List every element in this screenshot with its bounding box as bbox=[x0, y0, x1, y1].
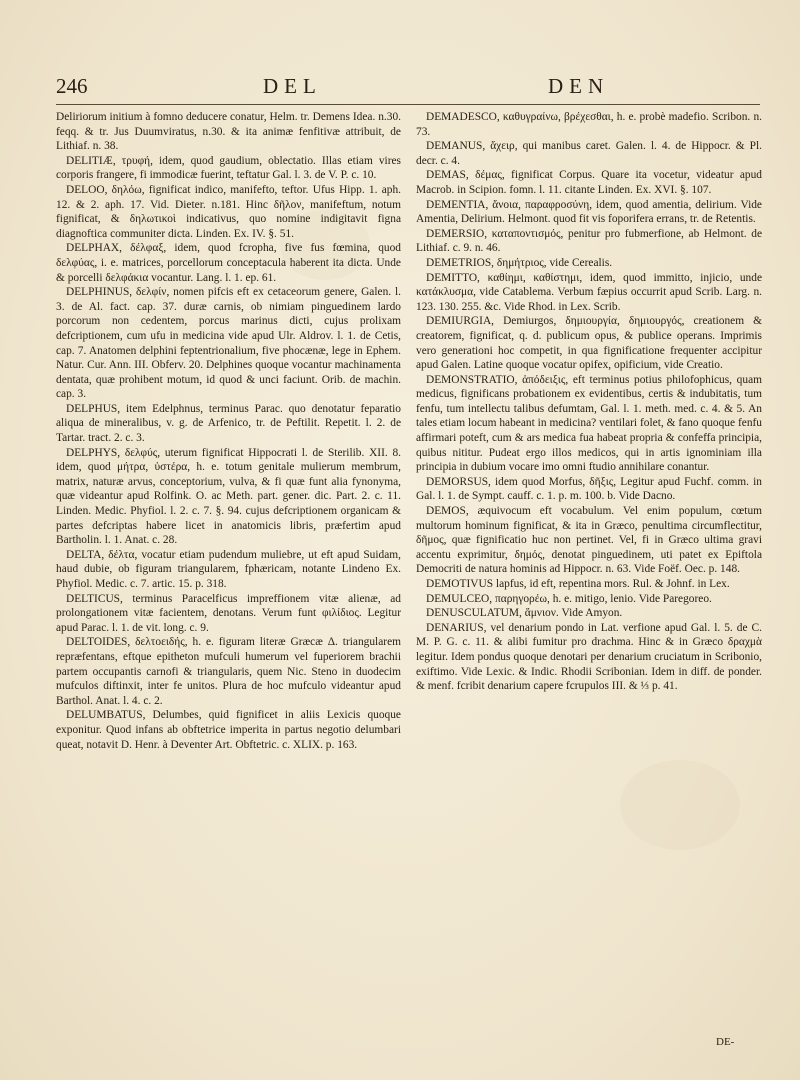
entry-paragraph: DELPHINUS, δελφίν, nomen pifcis eft ex cetaceorum genere, Galen. l. 3. de Al. fact. cap. 37. duræ carnis, ob nimiam pinguedinem lardo porcorum non cedentem, porcus marinus dicti, cujus prolixam defcriptionem, cum ufu in medicina vide apud Ulr. Aldrov. l. 1. de Cetis, cap. 7. Anatomen delphini feptentrionalium, five phocænæ, lege in Ephem. Natur. Cur. Ann. III. Obferv. 20. Delphines quoque vocantur machinamenta dentata, quæ prohibent motum, id quod & unci faciunt. Orib. de machin. cap. 3. bbox=[56, 286, 401, 401]
left-column bbox=[56, 110, 401, 752]
entry-paragraph: DEMAS, δέμας, fignificat Corpus. Quare ita vocetur, videatur apud Macrob. in Scipion. fomn. l. 11. citante Linden. Ex. XVI. §. 107. bbox=[416, 169, 762, 196]
page-number: 246 bbox=[56, 74, 88, 98]
entry-paragraph: DEMULCEO, παρηγορέω, h. e. mitigo, lenio. Vide Paregoreo. bbox=[426, 592, 712, 605]
entry-paragraph: DELTICUS, terminus Paracelficus impreffionem vitæ alienæ, ad prolongationem vitæ facientem, denotans. Verum funt φιλίδιος. Legitur apud Parac. l. 1. de vit. long. c. 9. bbox=[56, 592, 401, 634]
entry-paragraph: Deliriorum initium à fomno deducere conatur, Helm. tr. Demens Idea. n.30. feqq. & tr. Jus Duumviratus, n.30. & ita animæ fenfitivæ attribuit, de Lithiaf. n. 38. bbox=[56, 111, 401, 153]
entry-paragraph: DEMADESCO, καθυγραίνω, βρέχεσθαι, h. e. probè madefio. Scribon. n. 73. bbox=[416, 111, 762, 138]
entry-paragraph: DELPHUS, item Edelphnus, terminus Parac. quo denotatur feparatio aliqua de mineralibus, v. g. de Arfenico, tr. de Peftilit. Repetit. l. 2. de Tartar. tract. 2. c. 3. bbox=[56, 402, 401, 445]
entry-paragraph: DEMOS, æquivocum eft vocabulum. Vel enim populum, cœtum multorum hominum fignificat, & ita in Græco, penultima circumflectitur, δῆμος, quæ fignificatio huc non pertinet. Vel, fi in Græco ultima gravi accentu exprimitur, δημός, denotat pinguedinem, uti patet ex Epiftola Democriti de natura hominis ad Hippocr. n. 63. Vide Foëf. Oec. p. 148. bbox=[416, 505, 762, 576]
entry-paragraph: DENUSCULATUM, ἄμνιον. Vide Amyon. bbox=[426, 607, 623, 620]
entry-paragraph: DEMENTIA, ἄνοια, παραφροσύνη, idem, quod amentia, delirium. Vide Amentia, Delirium. Helmont. quod fit vis foporifera errans, tr. de Retentis. bbox=[416, 198, 762, 226]
catchword: DE- bbox=[716, 1036, 735, 1048]
entry-paragraph: DELITIÆ, τρυφή, idem, quod gaudium, oblectatio. Illas etiam vires corporis frangere, fi immodicæ fuerint, teftatur Gal. l. 3. de V. P. c. 10. bbox=[56, 154, 401, 182]
entry-paragraph: DEMIURGIA, Demiurgos, δημιουργία, δημιουργός, creationem & creatorem, fignificat, q. d. publicum opus, & publice operans. Imprimis vero generationi hoc competit, in qua fignificatione frequenter accipitur apud Galen. Latine quoque vocatur opifex, opificium, vide Creatio. bbox=[416, 315, 762, 372]
entry-paragraph: DELUMBATUS, Delumbes, quid fignificet in aliis Lexicis quoque exponitur. Quod infans ab obftetrice imperita in partus negotio delumbari queat, notavit D. Henr. à Deventer Art. Obftetric. c. XLIX. p. 163. bbox=[56, 709, 401, 751]
entry-paragraph: DELPHYS, δελφύς, uterum fignificat Hippocrati l. de Sterilib. XII. 8. idem, quod μήτρα, ὑστέρα, h. e. totum genitale mulierum membrum, matrix, naturæ arvus, conceptorium, vulva, & fi quæ funt alia fynonyma, quæ videantur apud Rolfink. O. ac Meth. part. gener. dic. Part. 2. c. 11. Linden. Medic. Phyfiol. l. 2. c. 7. §. 94. cujus defcriptionem organicam & partes defcriptas habere licet in anatomicis libris, præfertim apud Bartholin. l. 1. Anat. c. 28. bbox=[56, 446, 401, 547]
paper-stain bbox=[620, 760, 740, 850]
entry-paragraph: DENARIUS, vel denarium pondo in Lat. verfione apud Gal. l. 5. de C. M. P. G. c. 11. & alibi fumitur pro drachma. Hinc & in Græco δραχμὰ legitur. Idem pondus quoque denotari per denarium cruciatum in Scribonio, exiftimo. Vide Lexic. & Indic. Rhodii Scribonian. Idem in diff. de ponder. & menf. fcribit denarium capere fcrupulos III. & ⅓ p. 41. bbox=[416, 621, 762, 693]
right-column bbox=[416, 110, 762, 694]
entry-paragraph: DEMORSUS, idem quod Morfus, δῆξις, Legitur apud Fuchf. comm. in Gal. l. 1. de Sympt. cauff. c. 1. p. m. 100. b. Vide Dacno. bbox=[416, 475, 762, 503]
entry-paragraph: DEMERSIO, καταποντισμός, penitur pro fubmerfione, ab Helmont. de Lithiaf. c. 9. n. 46. bbox=[416, 227, 762, 255]
header-left-word: DEL bbox=[263, 74, 322, 98]
entry-paragraph: DELOO, δηλόω, fignificat indico, manifefto, teftor. Ufus Hipp. 1. aph. 12. & 2. aph. 17. Vid. Dieter. n.181. Hinc δῆλον, manifeftum, notum fignificat, & δηλωτικοὶ indicativus, quo nomine indigitavit figna diagnoftica communiter dicta. Linden. Ex. IV. §. 51. bbox=[56, 183, 401, 240]
header-rule bbox=[56, 104, 760, 105]
entry-paragraph: DEMETRIOS, δημήτριος, vide Cerealis. bbox=[426, 256, 613, 269]
entry-paragraph: DEMANUS, ἄχειρ, qui manibus caret. Galen. l. 4. de Hippocr. & Pl. decr. c. 4. bbox=[416, 140, 762, 167]
entry-paragraph: DEMONSTRATIO, ἀπόδειξις, eft terminus potius philofophicus, quam medicus, fignificans probationem ex evidentibus, certis & indubitatis, tum fenfu, tum intellectu talibus defumtam, Gal. l. 1. meth. med. c. 4. & 5. An tales etiam locum habeant in medicina? ventilari folet, & fano quoque fenfu affirmari poteft, cum & ars medica fua habeat propria & confeffa principia, quibus nititur. Pudeat ergo illos medicos, qui in artis ignominiam illa principia in dubium vocare imo omni ftudio annihilare conantur. bbox=[416, 373, 762, 474]
running-header bbox=[56, 74, 760, 102]
entry-paragraph: DEMOTIVUS lapfus, id eft, repentina mors. Rul. & Johnf. in Lex. bbox=[426, 578, 730, 590]
header-right-word: DEN bbox=[548, 74, 610, 98]
entry-paragraph: DELPHAX, δέλφαξ, idem, quod fcropha, five fus fœmina, quod δελφύας, i. e. matrices, porcellorum conceptacula haberent ita dicta. Unde & porcelli δελφάκια vocantur. Lang. l. 1. ep. 61. bbox=[56, 242, 401, 284]
entry-paragraph: DELTOIDES, δελτοειδής, h. e. figuram literæ Græcæ Δ. triangularem repræfentans, eftque epitheton mufculi humerum vel fuperiorem brachii partem occupantis carnofi & triangularis, quem Nic. Steno in duodecim mufculos diftinxit, inter fe unitos. Plura de hoc mufculo videantur apud Barthol. Anat. l. 4. c. 2. bbox=[56, 636, 401, 707]
entry-paragraph: DELTA, δέλτα, vocatur etiam pudendum muliebre, ut eft apud Suidam, haud dubie, ob figuram triangularem, fphæricam, notante Lindeno Ex. Phyfiol. Medic. c. 7. artic. 15. p. 318. bbox=[56, 548, 401, 590]
entry-paragraph: DEMITTO, καθίημι, καθίστημι, idem, quod immitto, injicio, unde κατάκλυσμα, vide Catablema. Verbum fæpius occurrit apud Scrib. Larg. n. 123. 130. 255. &c. Vide Rhod. in Lex. Scrib. bbox=[416, 271, 762, 313]
